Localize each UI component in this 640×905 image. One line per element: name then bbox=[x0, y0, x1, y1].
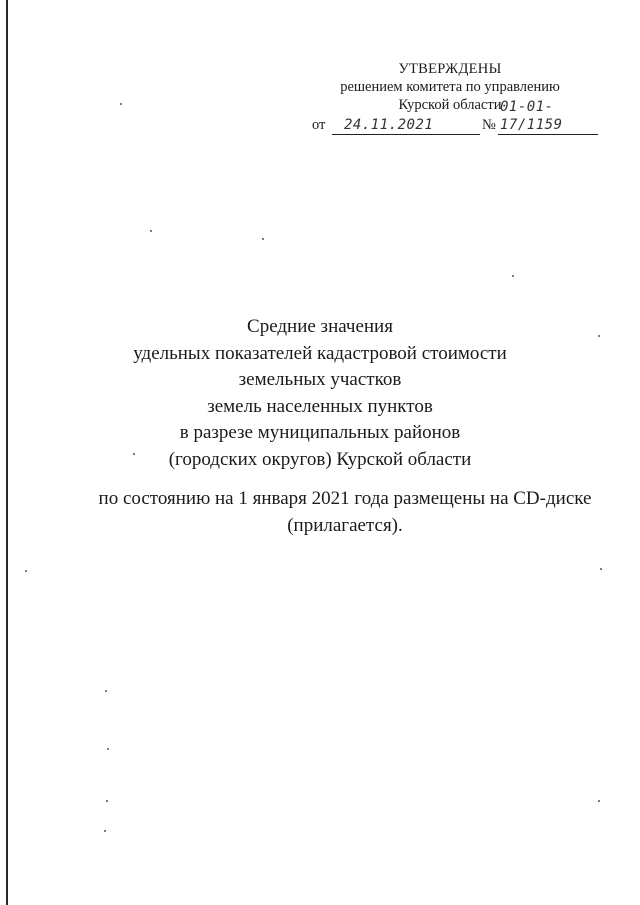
number-label: № bbox=[482, 117, 496, 133]
scan-speck bbox=[133, 453, 135, 455]
scan-speck bbox=[107, 748, 109, 750]
date-label: от bbox=[312, 117, 326, 133]
scan-speck bbox=[106, 800, 108, 802]
scan-edge-rule bbox=[6, 0, 8, 905]
scan-speck bbox=[598, 335, 600, 337]
date-underline bbox=[332, 134, 480, 135]
approval-line-2: Курской области bbox=[398, 97, 502, 113]
scan-speck bbox=[598, 800, 600, 802]
date-value: 24.11.2021 bbox=[344, 117, 434, 133]
title-line-6: (городских округов) Курской области bbox=[168, 448, 472, 470]
scan-speck bbox=[150, 230, 152, 232]
title-line-5: в разрезе муниципальных районов bbox=[179, 422, 461, 443]
scan-speck bbox=[512, 275, 514, 277]
scan-speck bbox=[104, 830, 106, 832]
title-line-1: Средние значения bbox=[247, 316, 393, 337]
scan-speck bbox=[262, 238, 264, 240]
title-line-3: земельных участков bbox=[238, 369, 402, 390]
approval-block bbox=[300, 60, 600, 138]
document-title bbox=[60, 314, 580, 473]
title-line-2: удельных показателей кадастровой стоимости bbox=[133, 342, 507, 364]
number-underline bbox=[498, 134, 598, 135]
scan-speck bbox=[120, 103, 122, 105]
scan-speck bbox=[600, 568, 602, 570]
number-value: 01-01-17/1159 bbox=[500, 99, 563, 133]
approval-line-1: решением комитета по управлению bbox=[340, 79, 560, 95]
title-line-4: земель населенных пунктов bbox=[207, 395, 433, 417]
scan-speck bbox=[105, 690, 107, 692]
body-paragraph: по состоянию на 1 января 2021 года размещены на CD-диске (прилагается). bbox=[98, 488, 592, 536]
scan-speck bbox=[25, 570, 27, 572]
approval-heading: УТВЕРЖДЕНЫ bbox=[398, 61, 502, 77]
